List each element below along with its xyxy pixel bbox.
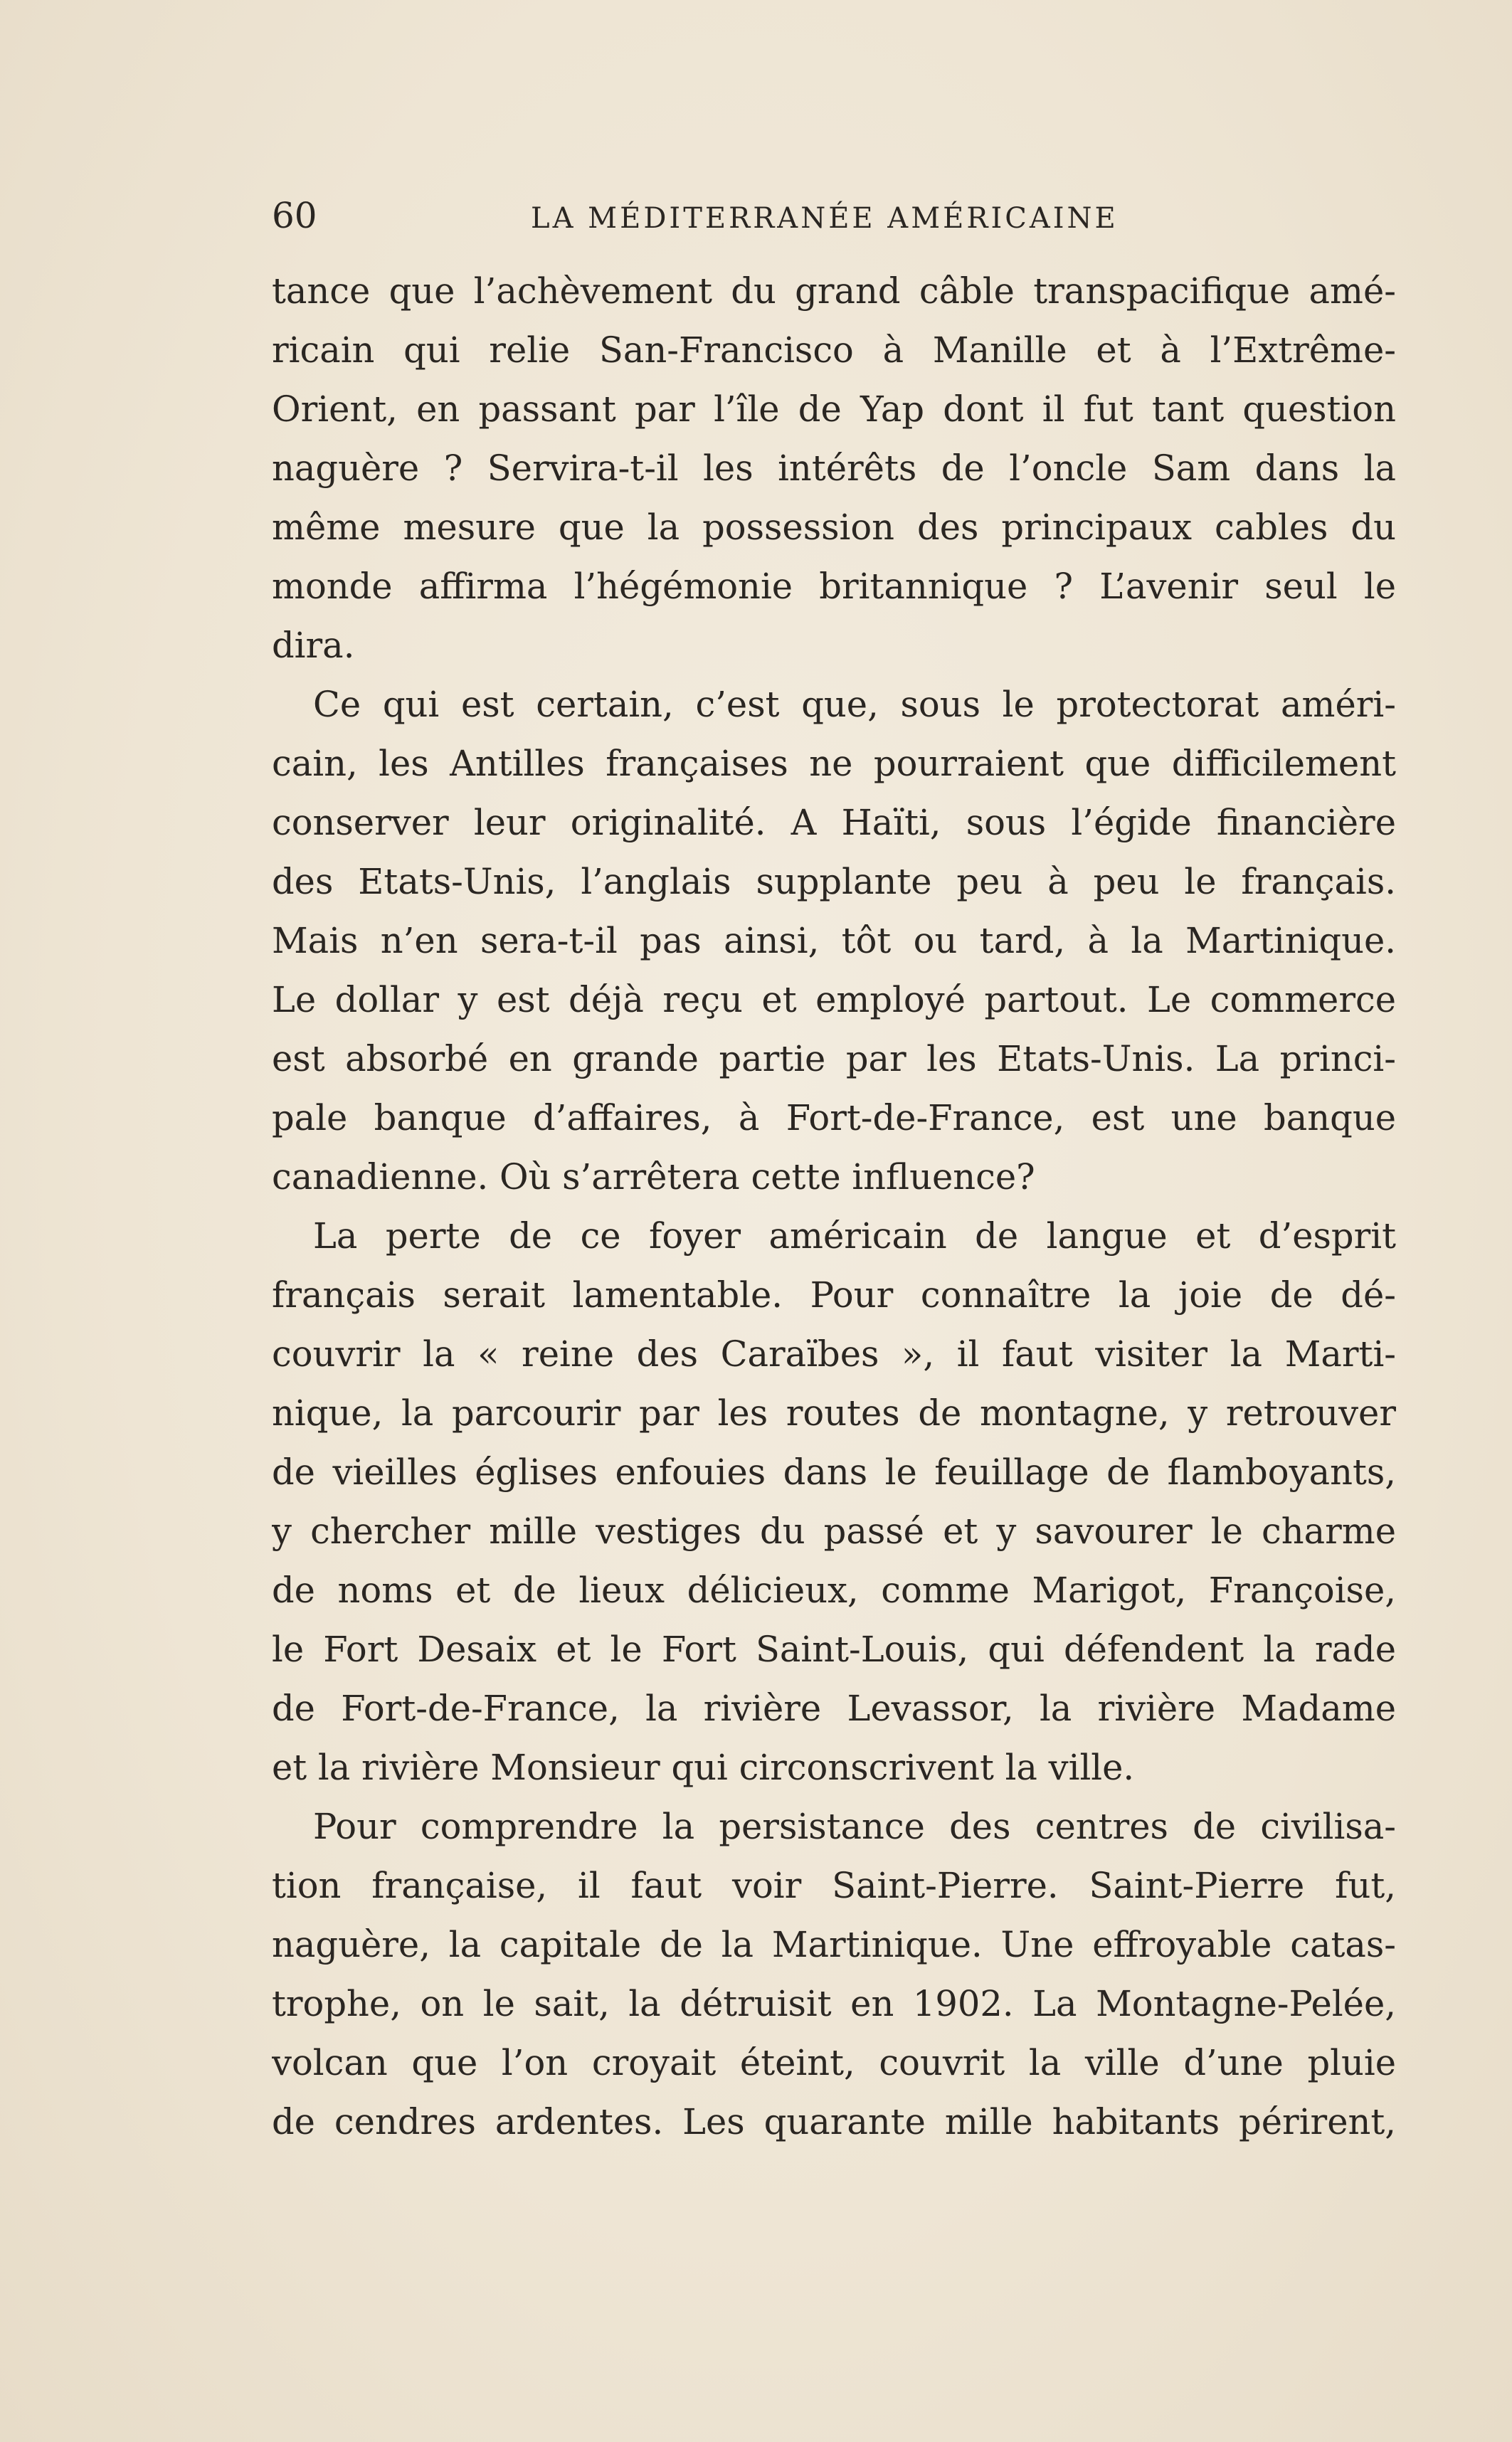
text-line: Ce qui est certain, c’est que, sous le protectorat améri-	[313, 684, 1396, 725]
text-line: monde affirma l’hégémonie britannique ? L’avenir seul le	[272, 566, 1396, 607]
page-number: 60	[272, 195, 317, 236]
running-header	[272, 191, 1396, 240]
text-line: même mesure que la possession des principaux cables du	[272, 507, 1396, 548]
text-line: Le dollar y est déjà reçu et employé partout. Le commerce	[272, 979, 1396, 1020]
text-line: ricain qui relie San-Francisco à Manille et à l’Extrême-	[272, 329, 1396, 371]
text-line: naguère, la capitale de la Martinique. Une effroyable catas-	[272, 1924, 1396, 1965]
text-line: de noms et de lieux délicieux, comme Marigot, Françoise,	[272, 1570, 1396, 1611]
body-text	[272, 262, 1396, 2152]
text-line: est absorbé en grande partie par les Etats-Unis. La princi-	[272, 1038, 1396, 1079]
text-line: français serait lamentable. Pour connaître la joie de dé-	[272, 1274, 1396, 1316]
text-line: des Etats-Unis, l’anglais supplante peu à peu le français.	[272, 861, 1396, 902]
text-line: couvrir la « reine des Caraïbes », il faut visiter la Marti-	[272, 1333, 1396, 1375]
text-line: tion française, il faut voir Saint-Pierre. Saint-Pierre fut,	[272, 1865, 1396, 1906]
text-line: trophe, on le sait, la détruisit en 1902. La Montagne-Pelée,	[272, 1983, 1396, 2024]
text-line: pale banque d’affaires, à Fort-de-France, est une banque	[272, 1097, 1396, 1138]
text-line: volcan que l’on croyait éteint, couvrit la ville d’une pluie	[272, 2042, 1396, 2083]
text-line: Orient, en passant par l’île de Yap dont il fut tant question	[272, 388, 1396, 430]
text-line: le Fort Desaix et le Fort Saint-Louis, qui défendent la rade	[272, 1629, 1396, 1670]
text-line: Mais n’en sera-t-il pas ainsi, tôt ou tard, à la Martinique.	[272, 920, 1396, 961]
text-line: nique, la parcourir par les routes de montagne, y retrouver	[272, 1392, 1396, 1434]
text-line: de Fort-de-France, la rivière Levassor, la rivière Madame	[272, 1688, 1396, 1729]
text-line: Pour comprendre la persistance des centres de civilisa-	[313, 1806, 1396, 1847]
text-line: de cendres ardentes. Les quarante mille habitants périrent,	[272, 2101, 1396, 2142]
text-line: canadienne. Où s’arrêtera cette influence?	[272, 1156, 1035, 1198]
text-line: de vieilles églises enfouies dans le feuillage de flamboyants,	[272, 1452, 1396, 1493]
running-title: LA MÉDITERRANÉE AMÉRICAINE	[531, 202, 1119, 235]
text-line: y chercher mille vestiges du passé et y savourer le charme	[272, 1511, 1396, 1552]
text-line: conserver leur originalité. A Haïti, sous l’égide financière	[272, 802, 1396, 843]
text-line: tance que l’achèvement du grand câble transpacifique amé-	[272, 270, 1396, 312]
text-line: naguère ? Servira-t-il les intérêts de l’oncle Sam dans la	[272, 448, 1396, 489]
text-line: cain, les Antilles françaises ne pourraient que difficilement	[272, 743, 1396, 784]
text-line: dira.	[272, 625, 355, 666]
text-line: La perte de ce foyer américain de langue et d’esprit	[313, 1215, 1396, 1257]
text-line: et la rivière Monsieur qui circonscrivent la ville.	[272, 1747, 1135, 1788]
